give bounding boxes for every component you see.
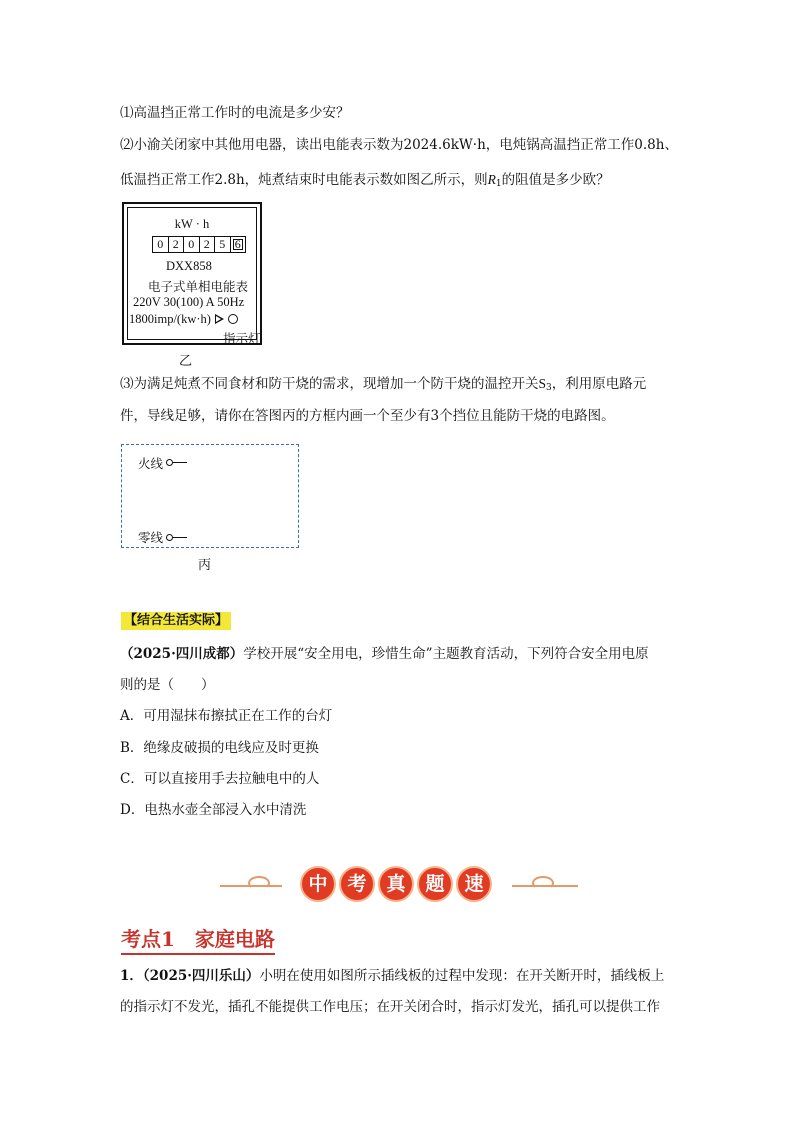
problem-1-line2: 的指示灯不发光，插孔不能提供工作电压；在开关闭合时，指示灯发光，插孔可以提供工作 bbox=[120, 999, 660, 1015]
meter-rating: 220V 30(100) A 50Hz bbox=[133, 295, 245, 309]
figure-caption-bing: 丙 bbox=[198, 558, 212, 573]
problem-1-source: （2025·四川乐山） bbox=[142, 968, 260, 984]
live-wire-stub bbox=[173, 462, 187, 463]
meter-digit: 5 bbox=[215, 237, 231, 252]
meter-unit: kW · h bbox=[174, 217, 210, 231]
problem-1-text-a: 小明在使用如图所示插线板的过程中发现：在开关断开时，插线板上 bbox=[259, 968, 665, 984]
question-part-1: ⑴高温挡正常工作时的电流是多少安？ bbox=[120, 105, 350, 121]
neutral-wire-label: 零线 bbox=[138, 530, 164, 545]
practice-stem-line1 bbox=[120, 645, 649, 663]
practice-option-c: C．可以直接用手去拉触电中的人 bbox=[120, 771, 320, 787]
live-terminal-icon bbox=[166, 459, 173, 466]
meter-model: DXX858 bbox=[166, 259, 212, 273]
problem-1-number: 1． bbox=[120, 968, 143, 984]
q2-text-a: 低温挡正常工作2.8h，炖煮结束时电能表示数如图乙所示，则 bbox=[120, 172, 488, 188]
practice-source: （2025·四川成都） bbox=[120, 646, 244, 662]
meter-digits bbox=[152, 236, 246, 253]
meter-digit: 2 bbox=[169, 237, 185, 252]
circuit-drawing-box bbox=[121, 444, 299, 548]
q3-var-s: S bbox=[538, 376, 547, 391]
banner-left-swirl-icon bbox=[248, 876, 270, 890]
meter-digit: 0 bbox=[184, 237, 200, 252]
question-part-3-line2: 件，导线足够，请你在答图丙的方框内画一个至少有3个挡位且能防干烧的电路图。 bbox=[120, 408, 615, 424]
problem-1-line1 bbox=[120, 967, 664, 985]
meter-constant: 1800imp/(kw·h) bbox=[129, 312, 211, 326]
q2-text-b: 的阻值是多少欧？ bbox=[501, 172, 610, 188]
banner-char-badge: 真 bbox=[378, 866, 414, 902]
neutral-wire-stub bbox=[173, 537, 187, 538]
meter-indicator-label: 指示灯 bbox=[223, 331, 261, 346]
q3-var-sub: 3 bbox=[546, 383, 552, 393]
meter-digit: 2 bbox=[200, 237, 216, 252]
section-title: 考点1 家庭电路 bbox=[121, 926, 275, 955]
question-part-3-line1 bbox=[120, 375, 646, 397]
banner-right-swirl-icon bbox=[532, 876, 554, 890]
practice-stem-line2: 则的是（ ） bbox=[120, 677, 215, 693]
live-wire-label: 火线 bbox=[138, 456, 164, 471]
q2-var-sub: 1 bbox=[495, 179, 502, 189]
section-banner bbox=[220, 866, 580, 906]
energy-meter-figure bbox=[122, 202, 262, 345]
q2-var-r: R bbox=[487, 172, 496, 187]
neutral-terminal-icon bbox=[166, 534, 173, 541]
practice-option-b: B．绝缘皮破损的电线应及时更换 bbox=[120, 740, 319, 756]
meter-constant-row bbox=[129, 312, 238, 327]
figure-caption-yi: 乙 bbox=[179, 354, 193, 369]
practice-option-d: D．电热水壶全部浸入水中清洗 bbox=[120, 802, 307, 818]
q3-text-b: ，利用原电路元 bbox=[551, 376, 647, 392]
banner-char-badge: 中 bbox=[300, 866, 336, 902]
indicator-lamp-icon bbox=[228, 314, 238, 324]
meter-digit-decimal: 6 bbox=[231, 237, 246, 252]
banner-char-badge: 考 bbox=[339, 866, 375, 902]
meter-inner-frame bbox=[127, 207, 261, 346]
banner-char-badge: 题 bbox=[417, 866, 453, 902]
q3-text-a: ⑶为满足炖煮不同食材和防干烧的需求，现增加一个防干烧的温控开关 bbox=[120, 376, 539, 392]
practice-stem-a: 学校开展“安全用电，珍惜生命”主题教育活动，下列符合安全用电原 bbox=[243, 646, 649, 662]
practice-option-a: A．可用湿抹布擦拭正在工作的台灯 bbox=[120, 708, 333, 724]
meter-name: 电子式单相电能表 bbox=[148, 279, 249, 294]
meter-digit: 0 bbox=[153, 237, 169, 252]
question-part-2-line2 bbox=[120, 171, 610, 193]
practice-tag: 【结合生活实际】 bbox=[121, 612, 231, 630]
indicator-arrow-icon bbox=[215, 314, 224, 324]
question-part-2-line1: ⑵小渝关闭家中其他用电器，读出电能表示数为2024.6kW·h，电炖锅高温挡正常工作0.8h、 bbox=[120, 137, 678, 153]
banner-char-badge: 速 bbox=[456, 866, 492, 902]
